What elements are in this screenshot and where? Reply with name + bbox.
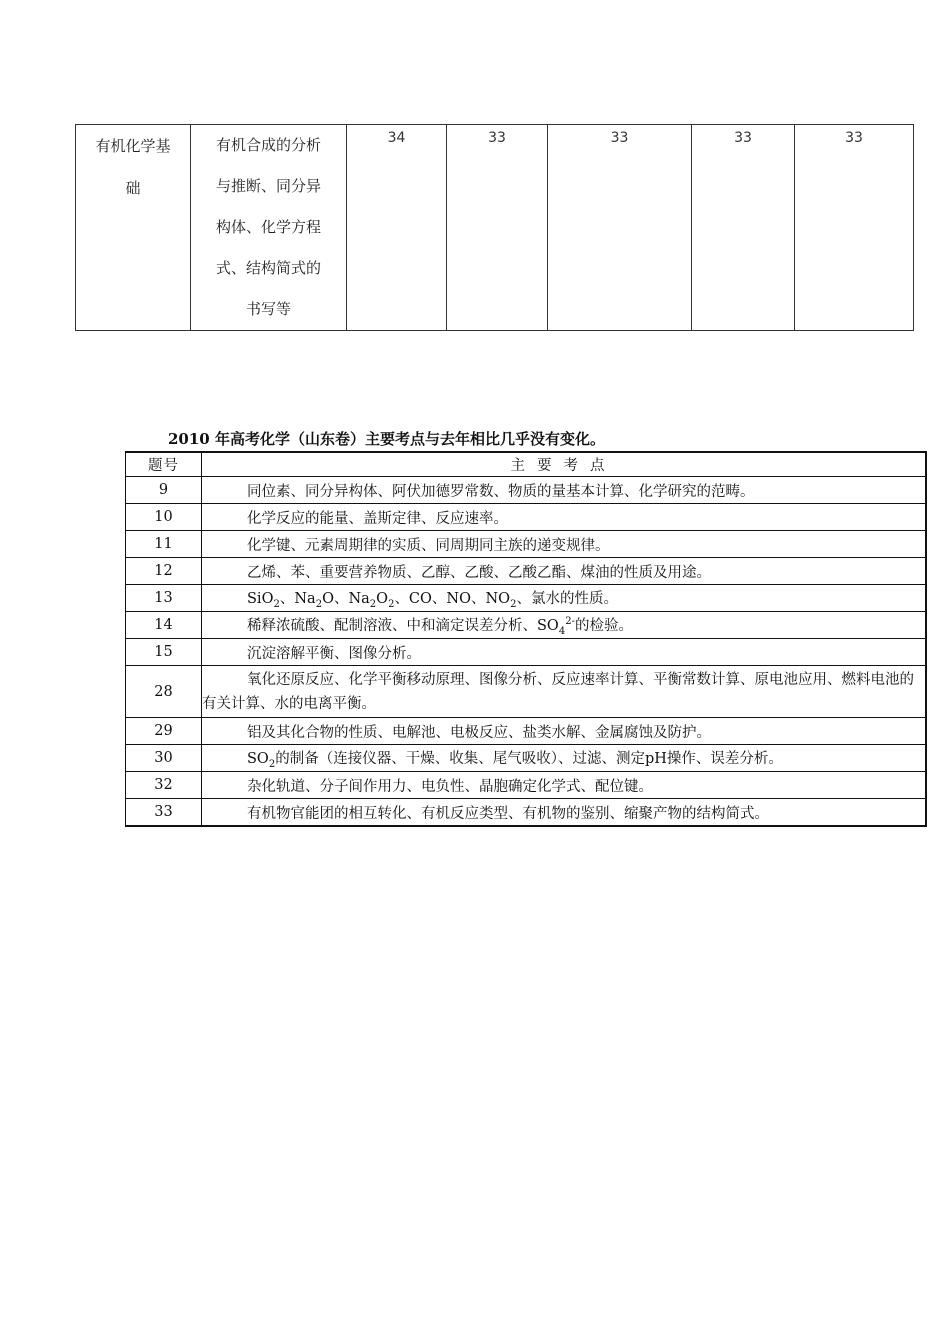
table-row [126,772,927,799]
key-point-text: 化学键、元素周期律的实质、同周期同主族的递变规律。 [202,531,927,558]
key-point-text [202,745,927,772]
question-number: 9 [126,477,202,504]
question-number: 10 [126,504,202,531]
table-header-row [126,452,927,477]
formula-text: 稀释浓硫酸、配制溶液、中和滴定误差分析、SO [247,617,559,634]
formula-text: 、氯水的性质。 [516,590,618,607]
formula-subscript: 2 [510,598,517,610]
question-number: 29 [126,718,202,745]
question-number-cell: 34 [347,125,447,331]
formula-subscript: 2 [268,758,276,770]
table-row [126,477,927,504]
formula-text: O [376,590,389,607]
key-point-text [202,612,927,639]
key-point-text: 乙烯、苯、重要营养物质、乙醇、乙酸、乙酸乙酯、煤油的性质及用途。 [202,558,927,585]
key-point-text: 沉淀溶解平衡、图像分析。 [202,639,927,666]
key-point-text: 杂化轨道、分子间作用力、电负性、晶胞确定化学式、配位键。 [202,772,927,799]
table-row [126,799,927,827]
table-row [126,558,927,585]
question-number: 15 [126,639,202,666]
question-number-cell: 33 [447,125,548,331]
formula-subscript: 4 [558,625,566,637]
formula-text: SiO [247,590,274,607]
question-number: 12 [126,558,202,585]
question-number-cell: 33 [548,125,692,331]
question-number: 33 [126,799,202,827]
header-key-points: 主要考点 [202,452,927,477]
formula-subscript: 2 [388,598,395,610]
formula-superscript: 2- [565,615,575,627]
description-cell [191,125,347,331]
header-question-number: 题号 [126,452,202,477]
table-row [76,125,914,331]
category-line: 有机化学基 [95,137,171,155]
description-line: 构体、化学方程 [215,218,321,236]
formula-text: 的制备（连接仪器、干燥、收集、尾气吸收）、过滤、测定pH操作、误差分析。 [275,750,783,767]
category-cell [76,125,191,331]
key-point-text: 化学反应的能量、盖斯定律、反应速率。 [202,504,927,531]
formula-text: O、Na [322,590,370,607]
description-line: 与推断、同分异 [215,177,321,195]
key-points-table [125,451,927,827]
formula-text: SO [247,750,269,767]
question-number-cell: 33 [795,125,914,331]
table-row [126,666,927,718]
question-number: 13 [126,585,202,612]
formula-subscript: 2 [273,598,280,610]
table-row [126,531,927,558]
formula-subscript: 2 [369,598,377,610]
question-number: 32 [126,772,202,799]
table-row [126,718,927,745]
section-title: 2010 年高考化学（山东卷）主要考点与去年相比几乎没有变化。 [168,430,605,448]
formula-text: 的检验。 [574,617,633,634]
key-point-text: 同位素、同分异构体、阿伏加德罗常数、物质的量基本计算、化学研究的范畴。 [202,477,927,504]
table-row [126,612,927,639]
key-point-text [202,585,927,612]
table-row [126,745,927,772]
question-number: 11 [126,531,202,558]
table-row [126,585,927,612]
formula-text: 、Na [279,590,316,607]
key-point-text: 有机物官能团的相互转化、有机反应类型、有机物的鉴别、缩聚产物的结构简式。 [202,799,927,827]
question-number: 14 [126,612,202,639]
syllabus-table [75,124,914,331]
table-row [126,639,927,666]
table-row [126,504,927,531]
description-line: 书写等 [245,300,291,318]
description-line: 有机合成的分析 [215,136,321,154]
question-number: 30 [126,745,202,772]
description-line: 式、结构简式的 [215,259,321,277]
question-number: 28 [126,666,202,718]
formula-subscript: 2 [315,598,323,610]
key-point-text: 氧化还原反应、化学平衡移动原理、图像分析、反应速率计算、平衡常数计算、原电池应用、燃料电池的有关计算、水的电离平衡。 [202,666,927,718]
question-number-cell: 33 [692,125,795,331]
formula-text: 、CO、NO、NO [394,590,511,607]
key-point-text: 铝及其化合物的性质、电解池、电极反应、盐类水解、金属腐蚀及防护。 [202,718,927,745]
category-line: 础 [125,179,141,197]
